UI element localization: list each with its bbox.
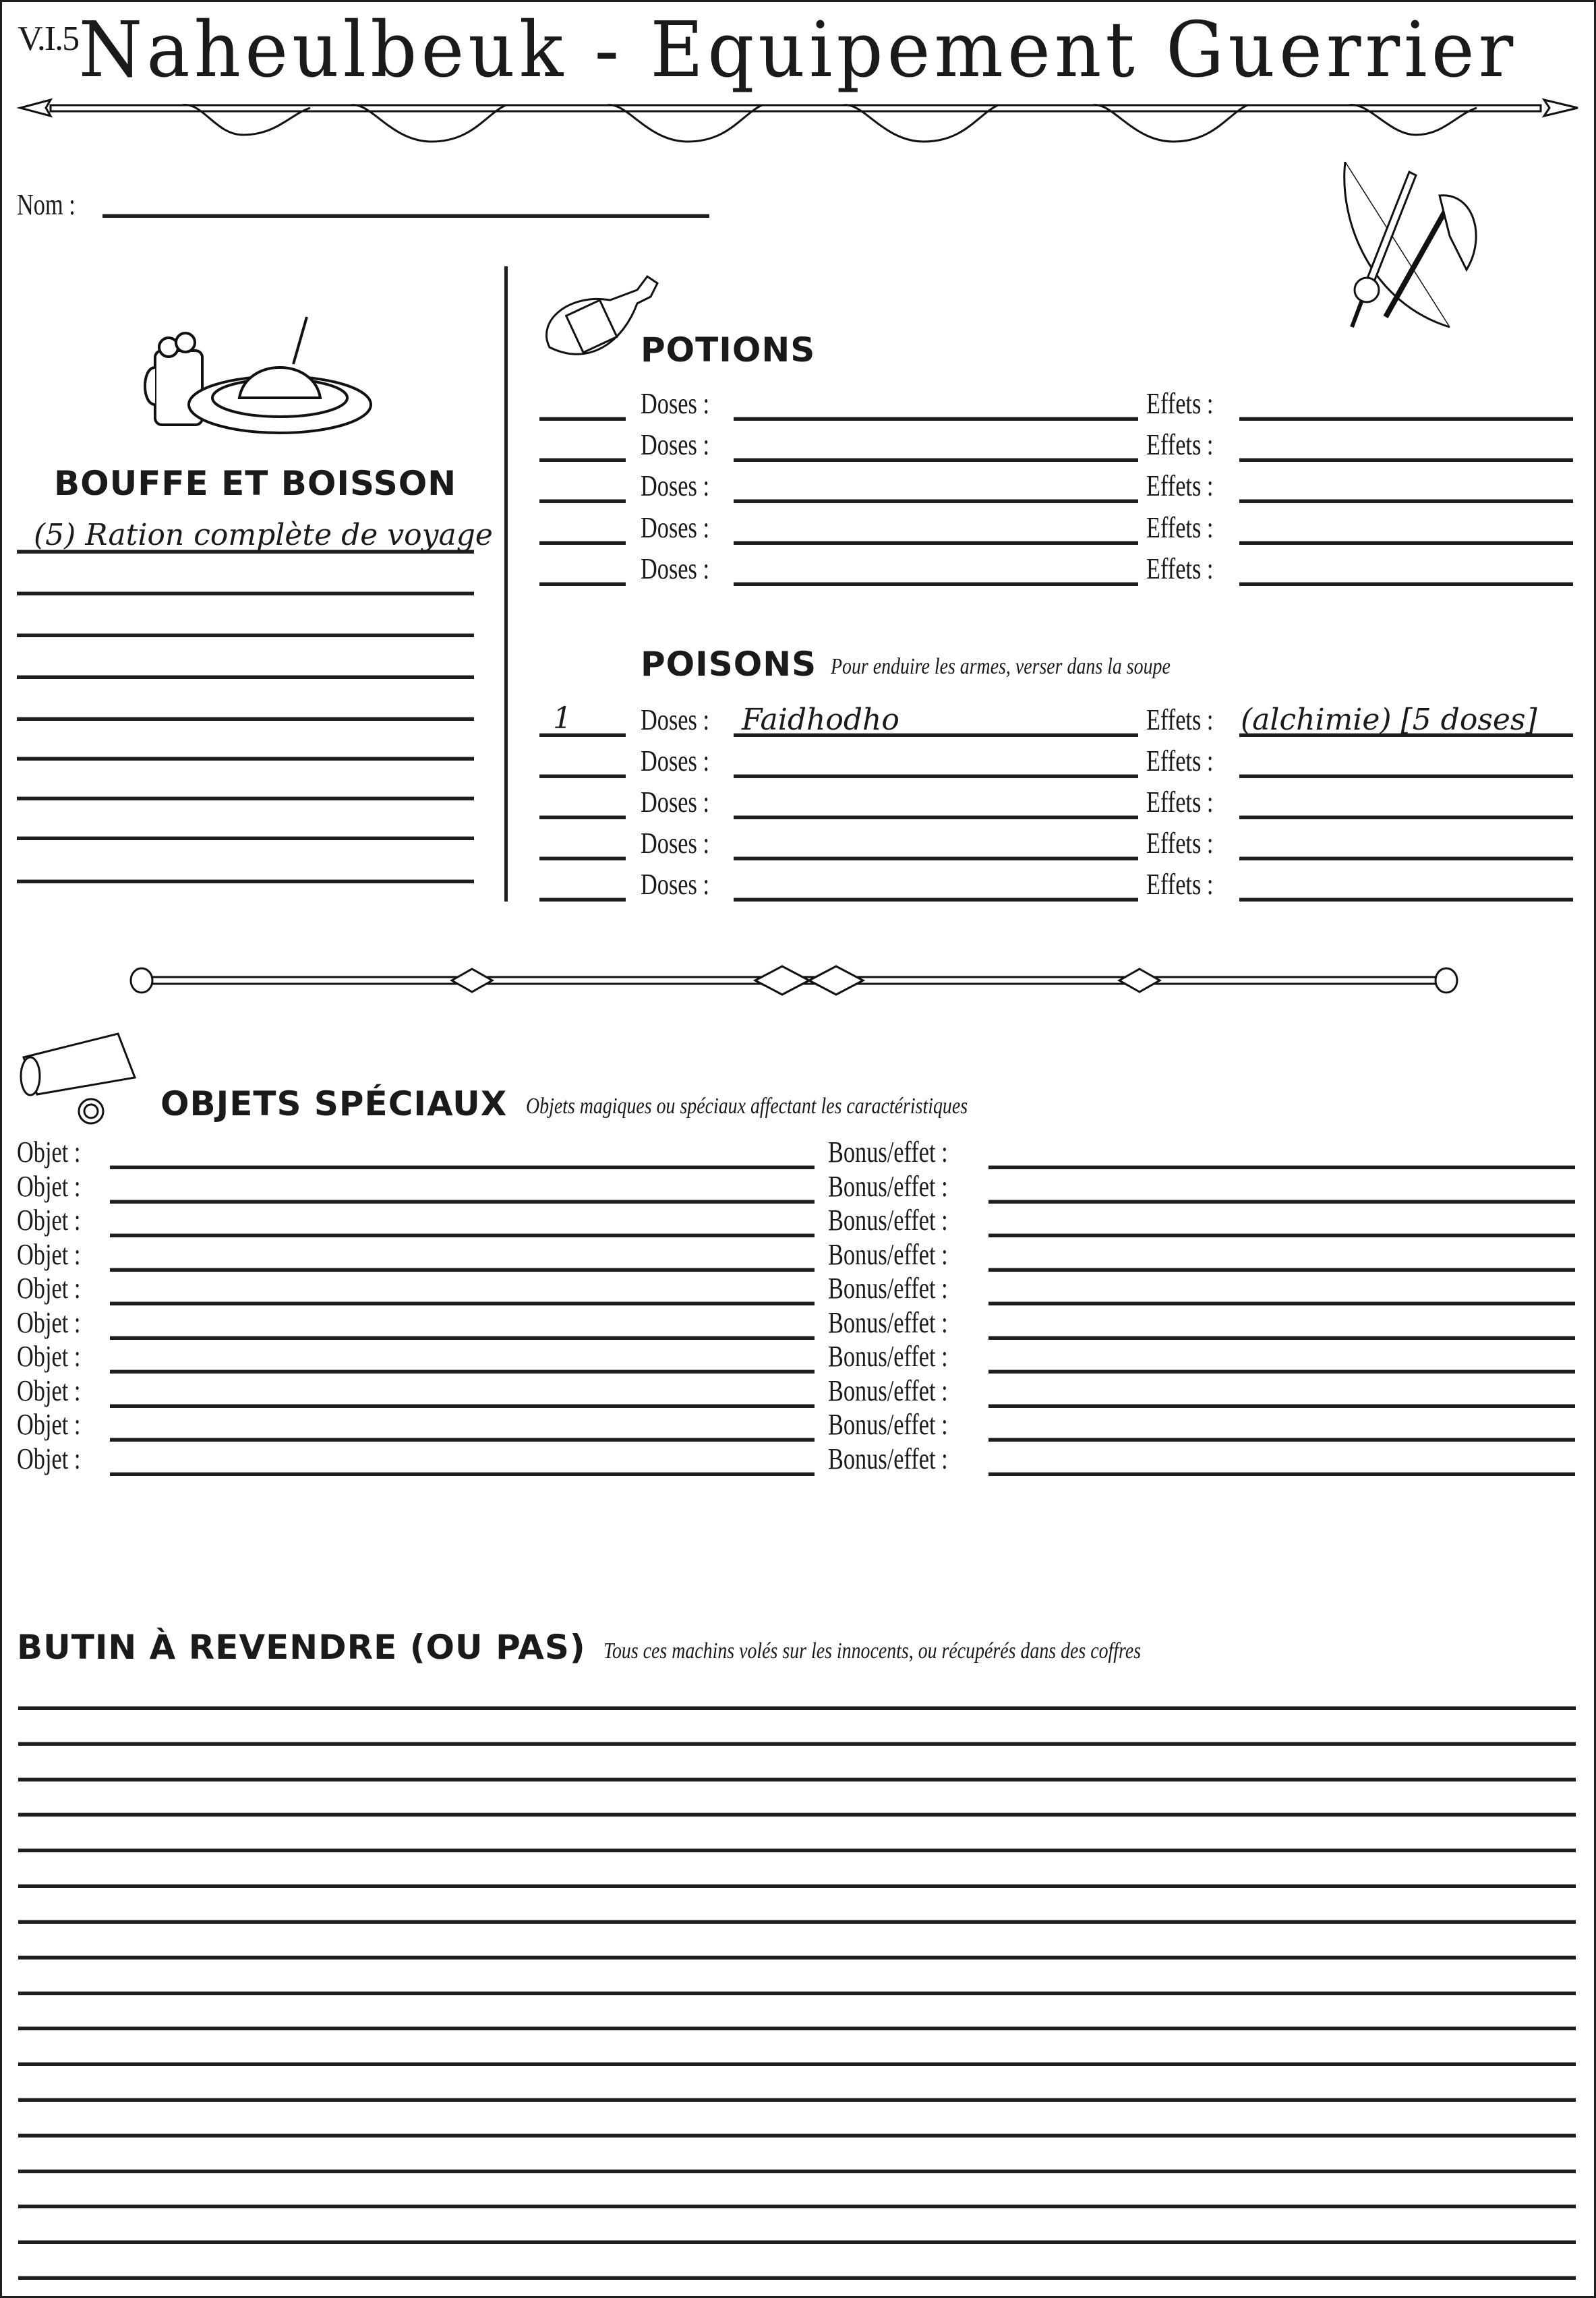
name-label: Nom : xyxy=(17,188,76,221)
poisons-qty-field[interactable] xyxy=(539,897,626,902)
bonus-label: Bonus/effet : xyxy=(828,1136,948,1169)
object-label: Objet : xyxy=(17,1169,81,1203)
loot-line[interactable] xyxy=(18,2133,1576,2138)
food-entry-text: (5) Ration complète de voyage xyxy=(34,518,493,552)
potions-effects-field[interactable] xyxy=(1239,541,1573,545)
poisons-doses-label: Doses : xyxy=(641,827,710,860)
poisons-effects-field[interactable] xyxy=(1239,815,1573,819)
potions-qty-field[interactable] xyxy=(539,417,626,421)
loot-line[interactable] xyxy=(18,1777,1576,1781)
object-field[interactable] xyxy=(110,1200,815,1204)
poisons-doses-label: Doses : xyxy=(641,703,710,736)
bonus-field[interactable] xyxy=(988,1336,1575,1340)
loot-line[interactable] xyxy=(18,2276,1576,2280)
potions-effects-label: Effets : xyxy=(1146,511,1214,544)
potions-qty-field[interactable] xyxy=(539,499,626,503)
object-field[interactable] xyxy=(110,1438,815,1442)
poisons-effects-field[interactable] xyxy=(1239,703,1573,737)
bonus-field[interactable] xyxy=(988,1369,1575,1374)
bonus-label: Bonus/effet : xyxy=(828,1204,948,1237)
poisons-doses-field[interactable] xyxy=(734,856,1138,860)
potions-doses-label: Doses : xyxy=(641,387,710,420)
potions-qty-field[interactable] xyxy=(539,541,626,545)
object-field[interactable] xyxy=(110,1268,815,1272)
potions-effects-field[interactable] xyxy=(1239,417,1573,421)
spear-divider-icon xyxy=(13,88,1585,148)
name-field[interactable] xyxy=(102,214,709,218)
object-field[interactable] xyxy=(110,1165,815,1169)
poisons-subtitle: Pour enduire les armes, verser dans la soupe xyxy=(831,654,1171,679)
poisons-effects-label: Effets : xyxy=(1146,827,1214,860)
potions-doses-field[interactable] xyxy=(734,458,1138,462)
poisons-effects-field[interactable] xyxy=(1239,897,1573,902)
poisons-qty: 1 xyxy=(553,701,572,736)
loot-title: BUTIN À REVENDRE (OU PAS) xyxy=(17,1628,586,1667)
poisons-qty-field[interactable] xyxy=(539,815,626,819)
bonus-field[interactable] xyxy=(988,1301,1575,1305)
loot-line[interactable] xyxy=(18,2204,1576,2208)
loot-line[interactable] xyxy=(18,1706,1576,1710)
potions-effects-field[interactable] xyxy=(1239,582,1573,586)
poisons-doses-value: Faidhodho xyxy=(742,703,899,737)
mug-and-plate-icon xyxy=(138,303,381,438)
bonus-field[interactable] xyxy=(988,1165,1575,1169)
poisons-effects-value: (alchimie) [5 doses] xyxy=(1241,703,1537,737)
poisons-qty-field[interactable] xyxy=(539,856,626,860)
object-field[interactable] xyxy=(110,1301,815,1305)
loot-line[interactable] xyxy=(18,1813,1576,1817)
poisons-effects-label: Effets : xyxy=(1146,703,1214,736)
food-entry-line[interactable] xyxy=(17,757,474,761)
object-field[interactable] xyxy=(110,1336,815,1340)
poisons-effects-label: Effets : xyxy=(1146,744,1214,777)
bonus-field[interactable] xyxy=(988,1268,1575,1272)
poisons-qty-field[interactable] xyxy=(539,701,626,737)
potions-qty-field[interactable] xyxy=(539,458,626,462)
bonus-label: Bonus/effet : xyxy=(828,1237,948,1271)
potions-doses-label: Doses : xyxy=(641,428,710,461)
loot-line[interactable] xyxy=(18,2098,1576,2102)
object-field[interactable] xyxy=(110,1472,815,1476)
loot-subtitle: Tous ces machins volés sur les innocents, ou récupérés dans des coffres xyxy=(603,1639,1142,1663)
bonus-field[interactable] xyxy=(988,1200,1575,1204)
poisons-doses-label: Doses : xyxy=(641,786,710,819)
bonus-label: Bonus/effet : xyxy=(828,1408,948,1441)
poisons-doses-field[interactable] xyxy=(734,897,1138,902)
poisons-qty-field[interactable] xyxy=(539,774,626,778)
column-divider xyxy=(504,266,508,902)
food-entry-line[interactable] xyxy=(17,633,474,637)
potions-doses-field[interactable] xyxy=(734,541,1138,545)
bonus-field[interactable] xyxy=(988,1404,1575,1408)
special-title: OBJETS SPÉCIAUX xyxy=(160,1084,508,1123)
potions-effects-field[interactable] xyxy=(1239,458,1573,462)
object-label: Objet : xyxy=(17,1305,81,1339)
staff-divider-icon xyxy=(128,961,1463,1001)
food-entry-line[interactable] xyxy=(17,796,474,800)
object-field[interactable] xyxy=(110,1404,815,1408)
poisons-effects-field[interactable] xyxy=(1239,856,1573,860)
object-label: Objet : xyxy=(17,1272,81,1305)
object-field[interactable] xyxy=(110,1233,815,1237)
potions-doses-field[interactable] xyxy=(734,582,1138,586)
food-title: BOUFFE ET BOISSON xyxy=(54,464,457,503)
loot-line[interactable] xyxy=(18,1955,1576,1960)
object-label: Objet : xyxy=(17,1237,81,1271)
special-subtitle: Objets magiques ou spéciaux affectant les caractéristiques xyxy=(526,1094,968,1119)
poisons-doses-field[interactable] xyxy=(734,774,1138,778)
loot-line[interactable] xyxy=(18,2062,1576,2066)
loot-line[interactable] xyxy=(18,1920,1576,1924)
bonus-field[interactable] xyxy=(988,1472,1575,1476)
page-title: Naheulbeuk - Equipement Guerrier xyxy=(78,5,1518,95)
poisons-effects-label: Effets : xyxy=(1146,868,1214,901)
crossed-weapons-icon xyxy=(1332,155,1520,337)
object-label: Objet : xyxy=(17,1204,81,1237)
poisons-doses-label: Doses : xyxy=(641,868,710,901)
loot-line[interactable] xyxy=(18,1742,1576,1746)
loot-line[interactable] xyxy=(18,2026,1576,2030)
potions-effects-label: Effets : xyxy=(1146,428,1214,461)
loot-line[interactable] xyxy=(18,1884,1576,1888)
poisons-doses-field[interactable] xyxy=(734,703,1138,737)
potions-doses-field[interactable] xyxy=(734,417,1138,421)
potions-doses-field[interactable] xyxy=(734,499,1138,503)
bonus-label: Bonus/effet : xyxy=(828,1340,948,1373)
loot-line[interactable] xyxy=(18,1848,1576,1852)
food-entry-line[interactable] xyxy=(17,518,493,554)
object-field[interactable] xyxy=(110,1369,815,1374)
bonus-label: Bonus/effet : xyxy=(828,1374,948,1407)
potions-doses-label: Doses : xyxy=(641,469,710,502)
loot-line[interactable] xyxy=(18,1991,1576,1995)
loot-line[interactable] xyxy=(18,2240,1576,2244)
poisons-doses-label: Doses : xyxy=(641,744,710,777)
potions-title: POTIONS xyxy=(641,330,816,370)
loot-line[interactable] xyxy=(18,2169,1576,2173)
potions-effects-label: Effets : xyxy=(1146,387,1214,420)
food-entry-line[interactable] xyxy=(17,591,474,595)
potions-doses-label: Doses : xyxy=(641,552,710,585)
bonus-field[interactable] xyxy=(988,1233,1575,1237)
object-label: Objet : xyxy=(17,1408,81,1441)
bonus-label: Bonus/effet : xyxy=(828,1169,948,1203)
poisons-title: POISONS xyxy=(641,645,817,684)
version-label: V.I.5 xyxy=(18,20,79,58)
object-label: Objet : xyxy=(17,1136,81,1169)
poisons-effects-field[interactable] xyxy=(1239,774,1573,778)
poisons-doses-field[interactable] xyxy=(734,815,1138,819)
food-entry-line[interactable] xyxy=(17,717,474,721)
bonus-label: Bonus/effet : xyxy=(828,1305,948,1339)
object-label: Objet : xyxy=(17,1340,81,1373)
object-label: Objet : xyxy=(17,1374,81,1407)
poisons-effects-label: Effets : xyxy=(1146,786,1214,819)
potions-effects-label: Effets : xyxy=(1146,469,1214,502)
object-label: Objet : xyxy=(17,1442,81,1475)
potions-doses-label: Doses : xyxy=(641,511,710,544)
bonus-label: Bonus/effet : xyxy=(828,1272,948,1305)
food-entry-line[interactable] xyxy=(17,675,474,679)
potions-qty-field[interactable] xyxy=(539,582,626,586)
bonus-field[interactable] xyxy=(988,1438,1575,1442)
potions-effects-field[interactable] xyxy=(1239,499,1573,503)
potions-effects-label: Effets : xyxy=(1146,552,1214,585)
food-entry-line[interactable] xyxy=(17,879,474,883)
bonus-label: Bonus/effet : xyxy=(828,1442,948,1475)
food-entry-line[interactable] xyxy=(17,836,474,840)
scroll-and-ring-icon xyxy=(17,1030,158,1131)
